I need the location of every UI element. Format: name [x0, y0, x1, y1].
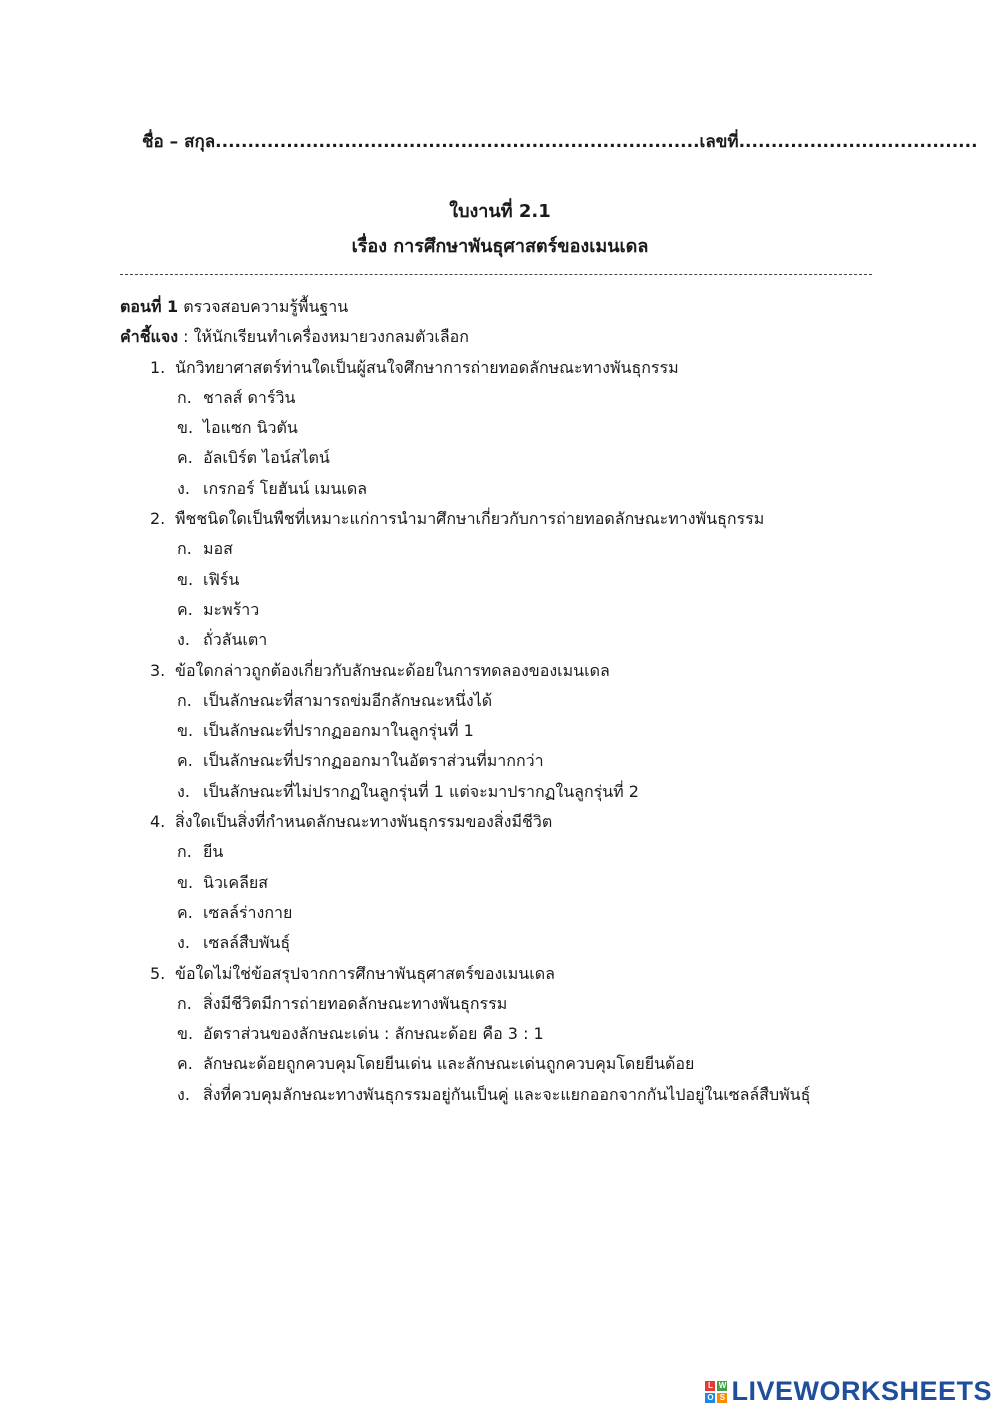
- question-1: [120, 353, 810, 383]
- option-text: เซลล์ร่างกาย: [203, 902, 293, 922]
- logo-icon: [705, 1381, 727, 1403]
- option-text: สิ่งมีชีวิตมีการถ่ายทอดลักษณะทางพันธุกรรม: [203, 993, 508, 1013]
- question-number: 4.: [150, 812, 166, 832]
- option-label: ก.: [177, 387, 192, 407]
- answer-option[interactable]: [120, 686, 810, 716]
- part-text: ตรวจสอบความรู้พื้นฐาน: [178, 297, 349, 316]
- question-number: 5.: [150, 963, 166, 983]
- answer-option[interactable]: [120, 595, 810, 625]
- number-label: เลขที่: [699, 132, 739, 152]
- instructions-label: คำชี้แจง: [120, 327, 179, 347]
- dashed-divider: [120, 274, 872, 275]
- answer-option[interactable]: [120, 898, 810, 928]
- logo-tile: S: [717, 1393, 727, 1403]
- option-text: อัตราส่วนของลักษณะเด่น : ลักษณะด้อย คือ 3 : 1: [203, 1024, 544, 1044]
- option-label: ค.: [177, 448, 193, 468]
- option-text: มะพร้าว: [203, 599, 260, 619]
- option-text: สิ่งที่ควบคุมลักษณะทางพันธุกรรมอยู่กันเป็นคู่ และจะแยกออกจากกันไปอยู่ในเซลล์สืบพันธุ์: [203, 1084, 811, 1104]
- instructions: [120, 322, 810, 352]
- answer-option[interactable]: [120, 1019, 810, 1049]
- instructions-text: : ให้นักเรียนทำเครื่องหมายวงกลมตัวเลือก: [178, 327, 469, 347]
- option-label: ก.: [177, 690, 192, 710]
- answer-option[interactable]: [120, 1080, 810, 1110]
- option-text: มอส: [203, 539, 233, 559]
- option-text: ถั่วลันเตา: [203, 630, 268, 650]
- worksheet-body: [120, 292, 810, 1110]
- option-text: นิวเคลียส: [203, 872, 269, 892]
- part-heading: [120, 292, 810, 322]
- option-text: เป็นลักษณะที่ปรากฏออกมาในอัตราส่วนที่มากกว่า: [203, 751, 544, 771]
- option-label: ค.: [177, 902, 193, 922]
- question-2: [120, 504, 810, 534]
- question-number: 2.: [150, 509, 166, 529]
- part-label: ตอนที่ 1: [120, 297, 179, 316]
- logo-tile: W: [718, 1381, 727, 1390]
- option-label: ก.: [177, 842, 192, 862]
- option-label: ข.: [177, 569, 194, 589]
- answer-option[interactable]: [120, 837, 810, 867]
- option-label: ข.: [177, 721, 194, 741]
- answer-option[interactable]: [120, 625, 810, 655]
- option-label: ข.: [177, 418, 194, 438]
- question-number: 1.: [150, 357, 166, 377]
- option-text: ยีน: [203, 842, 224, 862]
- question-text: พืชชนิดใดเป็นพืชที่เหมาะแก่การนำมาศึกษาเกี่ยวกับการถ่ายทอดลักษณะทางพันธุกรรม: [175, 509, 765, 529]
- liveworksheets-logo: [705, 1376, 992, 1407]
- answer-option[interactable]: [120, 383, 810, 413]
- answer-option[interactable]: [120, 777, 810, 807]
- answer-option[interactable]: [120, 716, 810, 746]
- option-text: ชาลส์ ดาร์วิน: [203, 387, 296, 407]
- answer-option[interactable]: [120, 474, 810, 504]
- option-label: ค.: [177, 1054, 193, 1074]
- option-label: ง.: [177, 1084, 190, 1104]
- option-text: อัลเบิร์ต ไอน์สไตน์: [203, 448, 330, 468]
- option-text: เซลล์สืบพันธุ์: [203, 933, 291, 953]
- name-blank[interactable]: ...........................................................................: [215, 132, 700, 152]
- option-label: ก.: [177, 539, 192, 559]
- option-label: ค.: [177, 599, 193, 619]
- option-text: เกรกอร์ โยฮันน์ เมนเดล: [203, 478, 368, 498]
- answer-option[interactable]: [120, 746, 810, 776]
- answer-option[interactable]: [120, 443, 810, 473]
- brand-name: LIVEWORKSHEETS: [731, 1376, 992, 1406]
- logo-tile: O: [707, 1393, 714, 1402]
- option-label: ง.: [177, 933, 190, 953]
- name-label: ชื่อ – สกุล: [142, 132, 216, 152]
- answer-option[interactable]: [120, 928, 810, 958]
- option-text: ไอแซก นิวตัน: [203, 418, 298, 438]
- answer-option[interactable]: [120, 989, 810, 1019]
- option-label: ง.: [177, 781, 190, 801]
- question-4: [120, 807, 810, 837]
- question-text: นักวิทยาศาสตร์ท่านใดเป็นผู้สนใจศึกษาการถ่ายทอดลักษณะทางพันธุกรรม: [175, 357, 679, 377]
- worksheet-number-title: ใบงานที่ 2.1: [449, 201, 551, 222]
- question-text: ข้อใดไม่ใช่ข้อสรุปจากการศึกษาพันธุศาสตร์ของเมนเดล: [175, 963, 555, 983]
- option-label: ก.: [177, 993, 192, 1013]
- question-text: ข้อใดกล่าวถูกต้องเกี่ยวกับลักษณะด้อยในการทดลองของเมนเดล: [175, 660, 610, 680]
- option-label: ค.: [177, 751, 193, 771]
- name-number-line: [142, 128, 978, 155]
- option-label: ง.: [177, 478, 190, 498]
- option-text: ลักษณะด้อยถูกควบคุมโดยยีนเด่น และลักษณะเด่นถูกควบคุมโดยยีนด้อย: [203, 1054, 695, 1074]
- answer-option[interactable]: [120, 565, 810, 595]
- option-text: เป็นลักษณะที่ไม่ปรากฏในลูกรุ่นที่ 1 แต่จะมาปรากฏในลูกรุ่นที่ 2: [203, 781, 639, 801]
- option-label: ข.: [177, 1024, 194, 1044]
- answer-option[interactable]: [120, 1049, 810, 1079]
- option-text: เป็นลักษณะที่ปรากฏออกมาในลูกรุ่นที่ 1: [203, 721, 474, 741]
- number-blank[interactable]: .....................................: [738, 132, 978, 152]
- option-label: ง.: [177, 630, 190, 650]
- answer-option[interactable]: [120, 868, 810, 898]
- question-text: สิ่งใดเป็นสิ่งที่กำหนดลักษณะทางพันธุกรรมของสิ่งมีชีวิต: [175, 812, 553, 832]
- question-number: 3.: [150, 660, 166, 680]
- worksheet-topic-title: เรื่อง การศึกษาพันธุศาสตร์ของเมนเดล: [351, 236, 649, 257]
- option-text: เฟิร์น: [203, 569, 240, 589]
- logo-tile: L: [705, 1381, 715, 1391]
- answer-option[interactable]: [120, 534, 810, 564]
- question-3: [120, 656, 810, 686]
- question-5: [120, 959, 810, 989]
- answer-option[interactable]: [120, 413, 810, 443]
- option-label: ข.: [177, 872, 194, 892]
- option-text: เป็นลักษณะที่สามารถข่มอีกลักษณะหนึ่งได้: [203, 690, 493, 710]
